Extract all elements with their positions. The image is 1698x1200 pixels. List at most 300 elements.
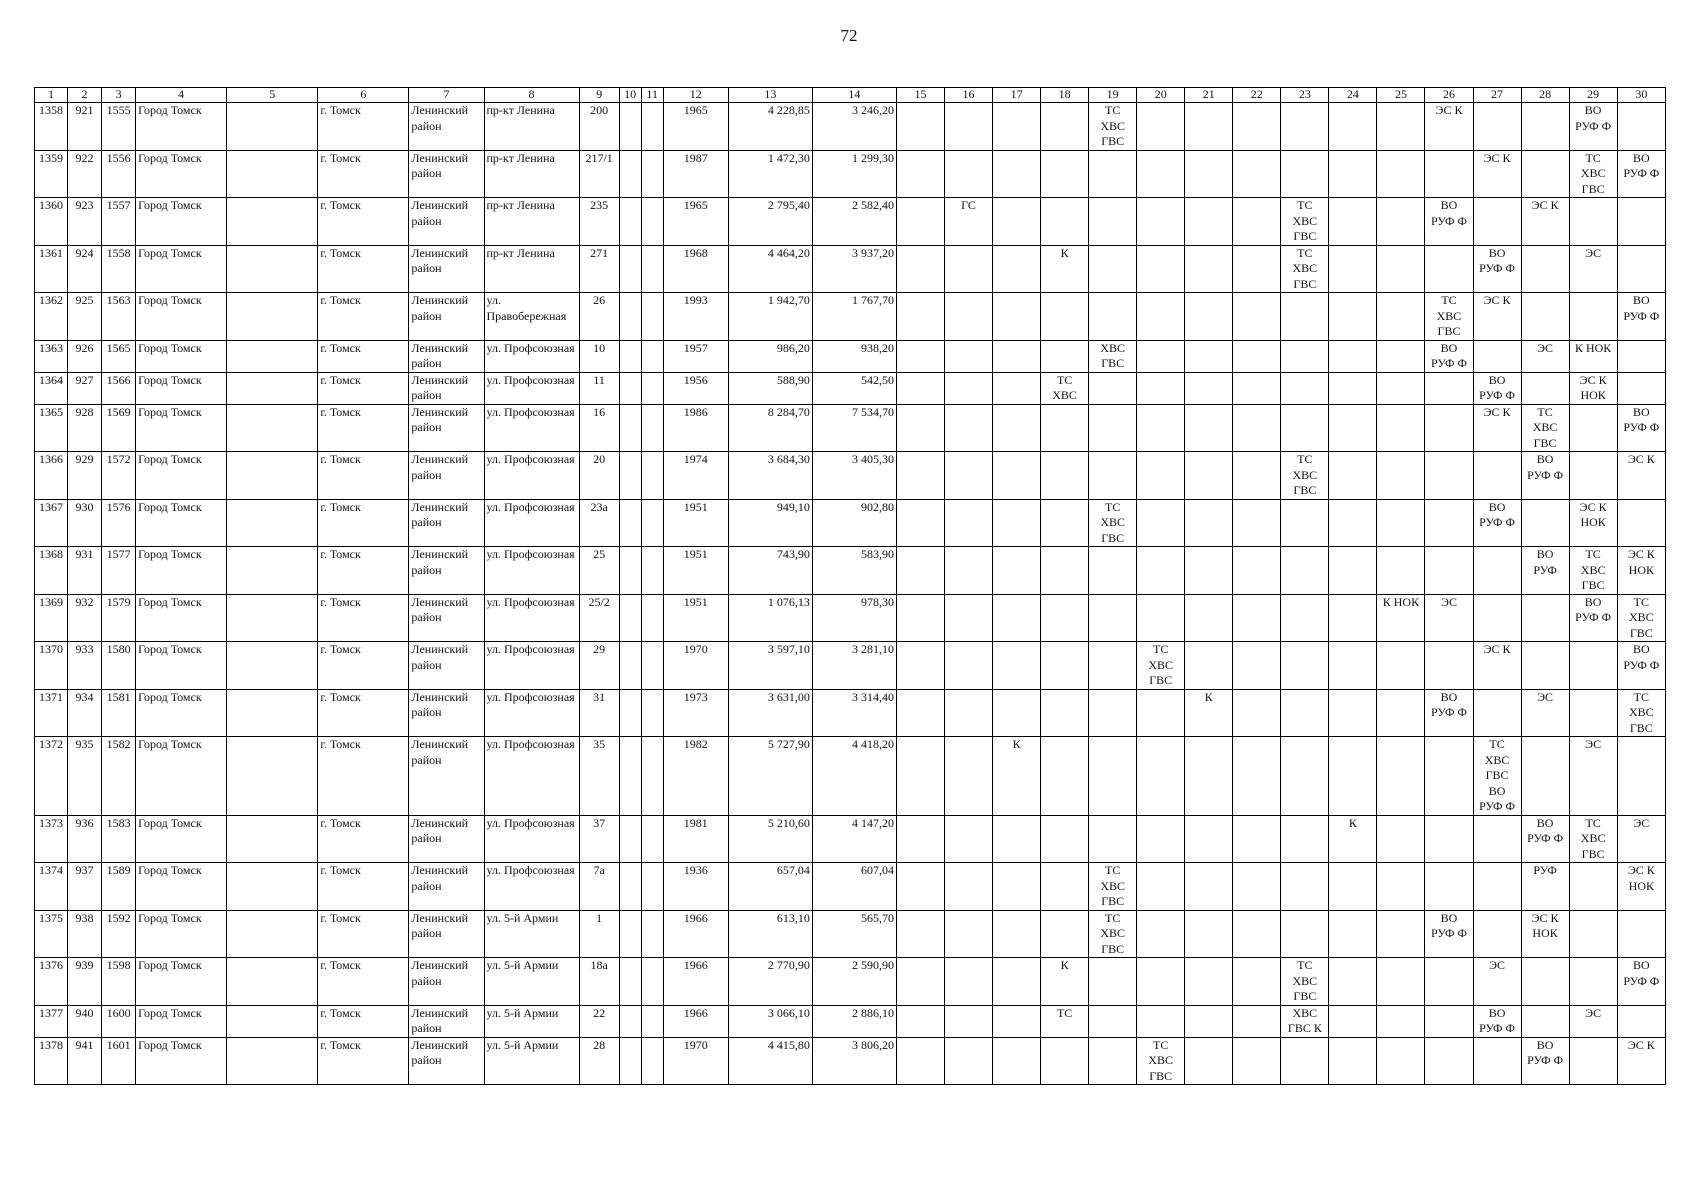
table-cell: ТС ХВС ГВС xyxy=(1281,198,1329,246)
table-cell xyxy=(1329,1037,1377,1085)
table-cell: ЭС К xyxy=(1425,103,1473,151)
table-cell xyxy=(1281,642,1329,690)
table-cell xyxy=(993,815,1041,863)
table-cell xyxy=(1329,198,1377,246)
table-cell: 1368 xyxy=(35,547,68,595)
table-cell: ЭС xyxy=(1473,958,1521,1006)
table-cell xyxy=(227,815,318,863)
table-cell xyxy=(1617,910,1665,958)
table-cell xyxy=(1377,198,1425,246)
table-cell xyxy=(1377,863,1425,911)
table-cell: Ленинский район xyxy=(409,737,484,816)
table-cell: 235 xyxy=(579,198,619,246)
table-cell: г. Томск xyxy=(318,547,409,595)
table-cell xyxy=(1281,737,1329,816)
table-cell: 2 582,40 xyxy=(812,198,896,246)
table-cell xyxy=(1281,372,1329,404)
table-cell xyxy=(1041,689,1089,737)
table-cell xyxy=(993,452,1041,500)
table-cell xyxy=(993,1037,1041,1085)
table-cell: Ленинский район xyxy=(409,103,484,151)
column-header: 25 xyxy=(1377,88,1425,103)
table-cell xyxy=(1233,499,1281,547)
table-cell: Ленинский район xyxy=(409,594,484,642)
column-header: 1 xyxy=(35,88,68,103)
table-cell: ТС ХВС ГВС xyxy=(1521,404,1569,452)
table-cell: ул. Профсоюзная xyxy=(484,737,579,816)
table-cell: 10 xyxy=(579,340,619,372)
table-cell: 1951 xyxy=(663,547,728,595)
table-cell: 935 xyxy=(68,737,102,816)
table-row xyxy=(35,245,1666,293)
table-row xyxy=(35,594,1666,642)
table-cell xyxy=(896,1037,944,1085)
table-cell: ЭС xyxy=(1569,1005,1617,1037)
table-cell xyxy=(619,1005,641,1037)
page-number: 72 xyxy=(840,26,858,45)
table-cell xyxy=(1089,642,1137,690)
table-cell: 3 246,20 xyxy=(812,103,896,151)
table-cell: 583,90 xyxy=(812,547,896,595)
table-cell xyxy=(1425,452,1473,500)
table-cell: Город Томск xyxy=(136,863,227,911)
table-cell: Ленинский район xyxy=(409,150,484,198)
table-cell: 1 076,13 xyxy=(728,594,812,642)
table-cell xyxy=(1233,815,1281,863)
table-cell xyxy=(993,245,1041,293)
table-cell xyxy=(1185,404,1233,452)
table-cell: ЭС К НОК xyxy=(1617,547,1665,595)
table-cell: ВО РУФ Ф xyxy=(1569,103,1617,151)
table-cell: ВО РУФ Ф xyxy=(1569,594,1617,642)
table-cell: ВО РУФ Ф xyxy=(1473,245,1521,293)
table-cell: 938,20 xyxy=(812,340,896,372)
table-cell: ул. 5-й Армии xyxy=(484,958,579,1006)
table-cell xyxy=(1425,642,1473,690)
table-cell: 1 xyxy=(579,910,619,958)
table-cell: ТС ХВС ГВС xyxy=(1089,103,1137,151)
table-cell: ул. Профсоюзная xyxy=(484,404,579,452)
table-cell: Ленинский район xyxy=(409,293,484,341)
table-cell: ТС ХВС ГВС xyxy=(1137,1037,1185,1085)
table-cell xyxy=(1137,1005,1185,1037)
table-cell: 932 xyxy=(68,594,102,642)
table-cell: Город Томск xyxy=(136,815,227,863)
table-cell xyxy=(1233,452,1281,500)
table-cell: 607,04 xyxy=(812,863,896,911)
table-cell xyxy=(1137,594,1185,642)
table-cell xyxy=(1329,245,1377,293)
table-cell: Ленинский район xyxy=(409,547,484,595)
table-cell xyxy=(896,737,944,816)
table-cell: ЭС К НОК xyxy=(1569,372,1617,404)
table-cell: Город Томск xyxy=(136,737,227,816)
table-cell xyxy=(945,1037,993,1085)
table-cell xyxy=(945,594,993,642)
table-cell: Ленинский район xyxy=(409,245,484,293)
table-cell: ТС ХВС xyxy=(1041,372,1089,404)
table-cell xyxy=(1569,958,1617,1006)
table-cell xyxy=(1329,737,1377,816)
table-cell xyxy=(1041,103,1089,151)
table-cell: г. Томск xyxy=(318,910,409,958)
table-cell xyxy=(1137,910,1185,958)
table-cell xyxy=(641,863,663,911)
table-cell: 3 631,00 xyxy=(728,689,812,737)
table-cell: 1966 xyxy=(663,958,728,1006)
table-cell: 941 xyxy=(68,1037,102,1085)
table-cell: ЭС xyxy=(1521,340,1569,372)
table-cell: ВО РУФ Ф xyxy=(1521,815,1569,863)
table-cell xyxy=(1617,499,1665,547)
table-cell: Ленинский район xyxy=(409,198,484,246)
table-cell: Город Томск xyxy=(136,404,227,452)
table-row xyxy=(35,689,1666,737)
table-cell xyxy=(641,910,663,958)
table-cell: 657,04 xyxy=(728,863,812,911)
column-header: 4 xyxy=(136,88,227,103)
table-cell xyxy=(1233,910,1281,958)
table-cell: 1366 xyxy=(35,452,68,500)
table-cell xyxy=(945,815,993,863)
table-cell: 924 xyxy=(68,245,102,293)
table-cell xyxy=(1377,1037,1425,1085)
table-cell xyxy=(1521,737,1569,816)
table-cell xyxy=(619,594,641,642)
table-cell xyxy=(993,642,1041,690)
table-cell xyxy=(227,910,318,958)
table-cell: 1363 xyxy=(35,340,68,372)
table-cell xyxy=(896,689,944,737)
table-cell: ВО РУФ Ф xyxy=(1473,372,1521,404)
table-cell xyxy=(619,1037,641,1085)
table-cell xyxy=(619,547,641,595)
table-cell: 7 534,70 xyxy=(812,404,896,452)
table-cell: Ленинский район xyxy=(409,340,484,372)
table-cell: Город Томск xyxy=(136,1037,227,1085)
table-cell xyxy=(896,452,944,500)
table-cell xyxy=(1185,198,1233,246)
table-cell xyxy=(993,958,1041,1006)
table-cell: 1956 xyxy=(663,372,728,404)
table-cell xyxy=(1425,547,1473,595)
table-cell: 938 xyxy=(68,910,102,958)
column-header: 9 xyxy=(579,88,619,103)
table-cell: 1361 xyxy=(35,245,68,293)
table-cell xyxy=(1473,340,1521,372)
table-cell xyxy=(1521,642,1569,690)
table-cell: г. Томск xyxy=(318,642,409,690)
table-cell xyxy=(1425,150,1473,198)
table-cell xyxy=(896,1005,944,1037)
table-cell: пр-кт Ленина xyxy=(484,150,579,198)
table-cell xyxy=(1041,150,1089,198)
table-cell xyxy=(1377,689,1425,737)
column-header: 18 xyxy=(1041,88,1089,103)
table-cell xyxy=(1089,150,1137,198)
table-cell: ТС ХВС ГВС xyxy=(1425,293,1473,341)
table-cell: 1965 xyxy=(663,198,728,246)
table-cell: г. Томск xyxy=(318,340,409,372)
table-cell xyxy=(227,594,318,642)
table-cell: 35 xyxy=(579,737,619,816)
table-cell xyxy=(945,642,993,690)
table-row xyxy=(35,103,1666,151)
table-cell xyxy=(1281,293,1329,341)
column-header: 23 xyxy=(1281,88,1329,103)
table-cell xyxy=(1425,404,1473,452)
table-cell xyxy=(227,737,318,816)
table-cell xyxy=(1089,815,1137,863)
table-cell xyxy=(1185,293,1233,341)
table-cell xyxy=(1377,103,1425,151)
table-cell: 1367 xyxy=(35,499,68,547)
table-cell xyxy=(1185,958,1233,1006)
table-cell xyxy=(1569,198,1617,246)
table-cell: 902,80 xyxy=(812,499,896,547)
table-cell xyxy=(896,293,944,341)
table-cell xyxy=(641,642,663,690)
table-cell xyxy=(1473,103,1521,151)
table-cell xyxy=(1233,642,1281,690)
table-cell: 1555 xyxy=(102,103,136,151)
table-cell xyxy=(896,404,944,452)
table-cell xyxy=(896,198,944,246)
table-cell xyxy=(993,340,1041,372)
table-row xyxy=(35,958,1666,1006)
table-cell xyxy=(1233,689,1281,737)
table-cell: ТС ХВС ГВС xyxy=(1137,642,1185,690)
table-cell xyxy=(945,372,993,404)
table-cell: ЭС К xyxy=(1617,1037,1665,1085)
table-cell: К xyxy=(1185,689,1233,737)
table-cell: ВО РУФ xyxy=(1521,547,1569,595)
table-cell: 4 418,20 xyxy=(812,737,896,816)
housing-register-table xyxy=(34,87,1666,1085)
table-cell: г. Томск xyxy=(318,245,409,293)
table-cell xyxy=(993,547,1041,595)
table-cell: ТС ХВС ГВС ВО РУФ Ф xyxy=(1473,737,1521,816)
table-cell xyxy=(993,372,1041,404)
table-cell: г. Томск xyxy=(318,293,409,341)
table-cell: 1579 xyxy=(102,594,136,642)
table-cell: 31 xyxy=(579,689,619,737)
table-cell xyxy=(1233,198,1281,246)
table-cell xyxy=(641,1037,663,1085)
table-cell: 8 284,70 xyxy=(728,404,812,452)
table-cell: Ленинский район xyxy=(409,1037,484,1085)
table-cell xyxy=(1521,293,1569,341)
table-cell: Город Томск xyxy=(136,452,227,500)
table-cell: ул. Профсоюзная xyxy=(484,815,579,863)
table-cell: ТС ХВС ГВС xyxy=(1281,452,1329,500)
table-cell: г. Томск xyxy=(318,1005,409,1037)
table-cell: ТС ХВС ГВС xyxy=(1281,245,1329,293)
table-cell: 1572 xyxy=(102,452,136,500)
table-cell: 37 xyxy=(579,815,619,863)
table-cell xyxy=(1137,150,1185,198)
table-cell xyxy=(1473,863,1521,911)
table-cell: 613,10 xyxy=(728,910,812,958)
column-header: 6 xyxy=(318,88,409,103)
table-cell: 929 xyxy=(68,452,102,500)
table-cell: 1583 xyxy=(102,815,136,863)
table-cell: 29 xyxy=(579,642,619,690)
table-cell: 1360 xyxy=(35,198,68,246)
table-cell: К xyxy=(1329,815,1377,863)
table-cell: 3 314,40 xyxy=(812,689,896,737)
column-header: 13 xyxy=(728,88,812,103)
table-cell xyxy=(227,198,318,246)
table-cell xyxy=(945,737,993,816)
table-cell: 200 xyxy=(579,103,619,151)
table-cell: 1 767,70 xyxy=(812,293,896,341)
table-cell: 1377 xyxy=(35,1005,68,1037)
table-cell: ул. Профсоюзная xyxy=(484,642,579,690)
table-cell xyxy=(1233,245,1281,293)
table-cell: 1582 xyxy=(102,737,136,816)
table-cell: 939 xyxy=(68,958,102,1006)
table-cell xyxy=(227,150,318,198)
table-cell: ул. 5-й Армии xyxy=(484,1005,579,1037)
table-cell xyxy=(1185,103,1233,151)
table-cell xyxy=(1185,150,1233,198)
table-cell: К xyxy=(1041,958,1089,1006)
table-cell: ЭС xyxy=(1521,689,1569,737)
table-cell xyxy=(1521,958,1569,1006)
table-cell: 23а xyxy=(579,499,619,547)
table-cell: Город Томск xyxy=(136,689,227,737)
table-cell: 1563 xyxy=(102,293,136,341)
table-cell xyxy=(1617,1005,1665,1037)
table-cell: Ленинский район xyxy=(409,372,484,404)
column-header: 11 xyxy=(641,88,663,103)
table-cell xyxy=(1137,404,1185,452)
table-cell xyxy=(1329,340,1377,372)
table-cell xyxy=(1377,910,1425,958)
table-cell: ТС ХВС ГВС xyxy=(1089,499,1137,547)
table-cell: 930 xyxy=(68,499,102,547)
table-cell xyxy=(619,372,641,404)
table-cell xyxy=(1089,1005,1137,1037)
table-cell xyxy=(1521,1005,1569,1037)
table-cell: 1577 xyxy=(102,547,136,595)
table-cell xyxy=(1233,1005,1281,1037)
table-cell xyxy=(1137,245,1185,293)
table-cell: ЭС xyxy=(1569,737,1617,816)
table-cell: Ленинский район xyxy=(409,1005,484,1037)
table-cell xyxy=(619,863,641,911)
table-cell: 1364 xyxy=(35,372,68,404)
table-cell xyxy=(1329,499,1377,547)
table-cell xyxy=(1137,340,1185,372)
table-cell: ТС xyxy=(1041,1005,1089,1037)
table-cell xyxy=(945,293,993,341)
table-cell xyxy=(945,863,993,911)
table-row xyxy=(35,499,1666,547)
column-header: 21 xyxy=(1185,88,1233,103)
table-cell xyxy=(1569,689,1617,737)
table-cell xyxy=(1473,910,1521,958)
table-cell xyxy=(641,245,663,293)
table-cell: г. Томск xyxy=(318,452,409,500)
table-cell xyxy=(1137,103,1185,151)
table-cell xyxy=(1233,150,1281,198)
table-cell: ТС ХВС ГВС xyxy=(1569,150,1617,198)
table-cell: 1566 xyxy=(102,372,136,404)
table-cell xyxy=(641,1005,663,1037)
table-cell xyxy=(1185,1037,1233,1085)
table-cell xyxy=(1041,737,1089,816)
table-cell xyxy=(1569,404,1617,452)
table-cell xyxy=(1329,293,1377,341)
table-cell: Город Томск xyxy=(136,958,227,1006)
table-cell xyxy=(1281,499,1329,547)
table-cell: 3 937,20 xyxy=(812,245,896,293)
table-cell xyxy=(1233,340,1281,372)
table-cell: 28 xyxy=(579,1037,619,1085)
table-cell: Ленинский район xyxy=(409,815,484,863)
table-cell xyxy=(1329,863,1377,911)
table-cell: Город Томск xyxy=(136,910,227,958)
table-cell: 1378 xyxy=(35,1037,68,1085)
table-cell: Город Томск xyxy=(136,499,227,547)
table-cell xyxy=(896,150,944,198)
table-cell: 3 597,10 xyxy=(728,642,812,690)
table-cell xyxy=(1329,547,1377,595)
table-cell xyxy=(1329,103,1377,151)
table-cell: ВО РУФ Ф xyxy=(1617,293,1665,341)
table-cell: ТС ХВС ГВС xyxy=(1617,689,1665,737)
table-cell: 926 xyxy=(68,340,102,372)
table-cell: 1576 xyxy=(102,499,136,547)
column-header: 8 xyxy=(484,88,579,103)
table-cell: Город Томск xyxy=(136,372,227,404)
table-cell: г. Томск xyxy=(318,594,409,642)
table-cell xyxy=(945,910,993,958)
table-cell xyxy=(1089,404,1137,452)
table-cell: 2 795,40 xyxy=(728,198,812,246)
table-cell: Ленинский район xyxy=(409,499,484,547)
table-cell xyxy=(641,594,663,642)
table-cell xyxy=(896,815,944,863)
table-cell xyxy=(619,404,641,452)
table-cell xyxy=(1281,103,1329,151)
table-cell xyxy=(1521,150,1569,198)
table-cell xyxy=(1473,815,1521,863)
table-cell xyxy=(227,642,318,690)
table-cell: 588,90 xyxy=(728,372,812,404)
table-cell: ул. Профсоюзная xyxy=(484,499,579,547)
table-cell xyxy=(1425,372,1473,404)
table-cell: г. Томск xyxy=(318,499,409,547)
table-cell: ЭС xyxy=(1617,815,1665,863)
table-cell: ВО РУФ Ф xyxy=(1521,1037,1569,1085)
table-cell xyxy=(1377,499,1425,547)
table-cell xyxy=(619,150,641,198)
table-cell xyxy=(1377,245,1425,293)
table-cell: ул. Профсоюзная xyxy=(484,547,579,595)
table-cell: 2 770,90 xyxy=(728,958,812,1006)
table-cell: 1987 xyxy=(663,150,728,198)
table-cell xyxy=(1377,815,1425,863)
table-cell xyxy=(641,150,663,198)
table-cell xyxy=(945,340,993,372)
table-cell: 928 xyxy=(68,404,102,452)
table-cell: 5 210,60 xyxy=(728,815,812,863)
table-cell: Город Томск xyxy=(136,1005,227,1037)
table-cell: 1970 xyxy=(663,642,728,690)
